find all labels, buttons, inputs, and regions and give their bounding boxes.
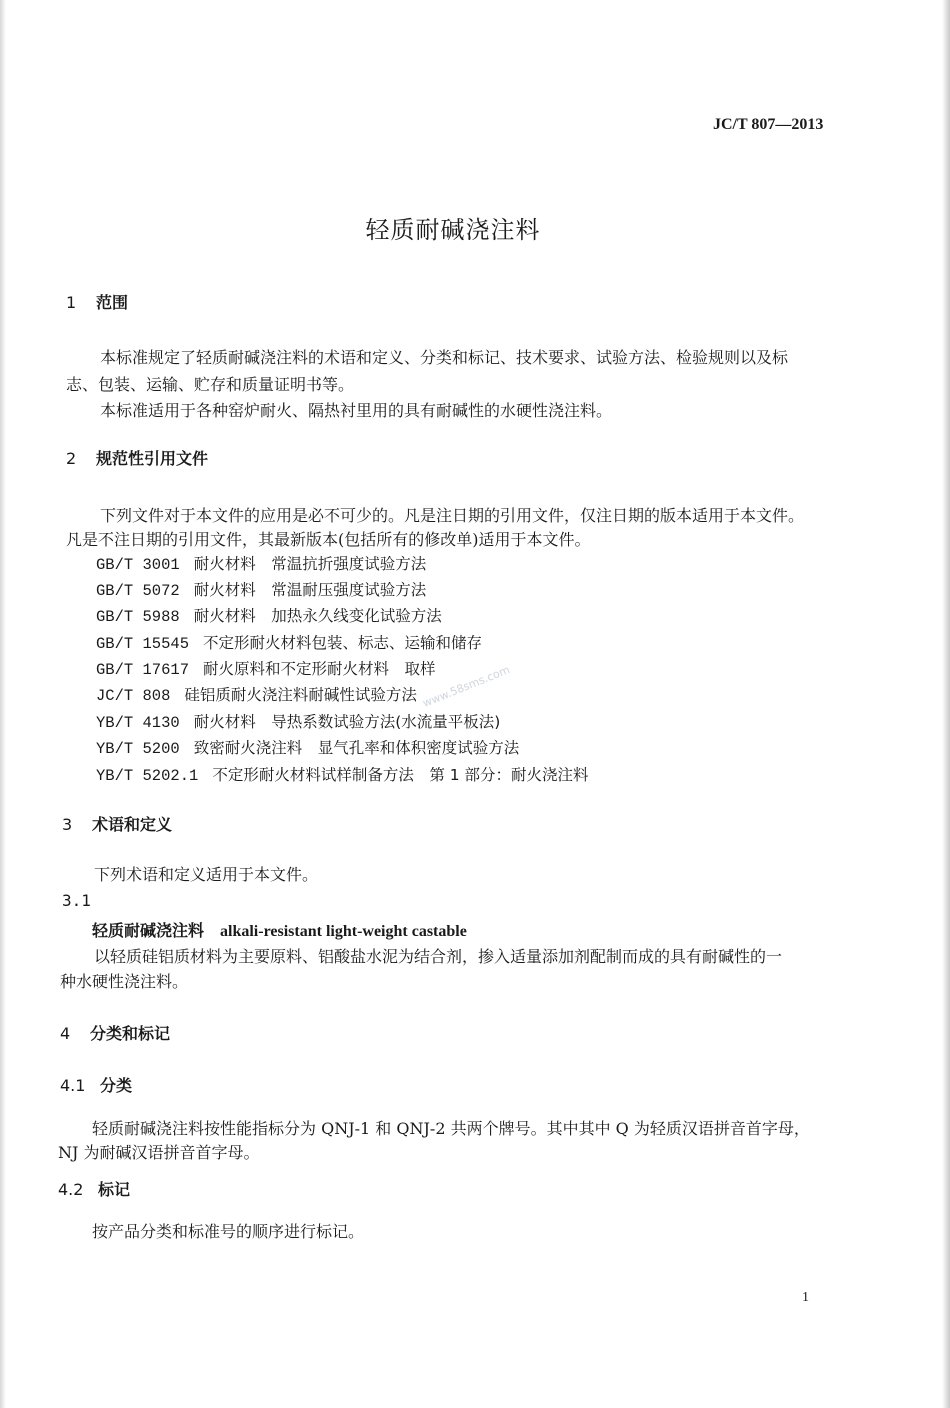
reference-title: 不定形耐火材料包装、标志、运输和储存 <box>203 634 483 652</box>
s2-intro-line-2: 凡是不注日期的引用文件，其最新版本(包括所有的修改单)适用于本文件。 <box>66 530 591 549</box>
s1-paragraph-1-line-1: 本标准规定了轻质耐碱浇注料的术语和定义、分类和标记、技术要求、试验方法、检验规则以及标 <box>100 348 789 367</box>
section-number: 2 <box>66 449 77 468</box>
s1-paragraph-2: 本标准适用于各种窑炉耐火、隔热衬里用的具有耐碱性的水硬性浇注料。 <box>100 401 613 420</box>
section-title: 术语和定义 <box>92 815 173 834</box>
section-number: 4 <box>60 1024 71 1043</box>
reference-item <box>96 631 482 653</box>
reference-item <box>96 578 426 600</box>
term-definition-line-2: 种水硬性浇注料。 <box>60 972 189 991</box>
reference-code: GB/T 15545 <box>96 635 190 653</box>
section-1-heading <box>66 290 128 313</box>
section-4-heading <box>60 1021 170 1044</box>
subsection-number: 4.1 <box>60 1076 86 1095</box>
term-chinese: 轻质耐碱浇注料 <box>92 921 205 940</box>
reference-title: 致密耐火浇注料 显气孔率和体积密度试验方法 <box>193 739 520 757</box>
subsection-number: 4.2 <box>58 1180 84 1199</box>
reference-title: 耐火材料 加热永久线变化试验方法 <box>193 607 442 625</box>
document-title: 轻质耐碱浇注料 <box>365 216 541 244</box>
reference-title: 耐火材料 导热系数试验方法(水流量平板法) <box>193 713 501 731</box>
s3-intro: 下列术语和定义适用于本文件。 <box>94 865 319 884</box>
reference-code: YB/T 5202.1 <box>96 767 199 785</box>
section-title: 分类和标记 <box>90 1024 171 1043</box>
subsection-title: 标记 <box>98 1180 131 1199</box>
term-english: alkali-resistant light-weight castable <box>220 923 467 940</box>
scan-edge-right <box>942 0 950 1408</box>
reference-item <box>96 710 500 732</box>
term-definition-line-1: 以轻质硅铝质材料为主要原料、铝酸盐水泥为结合剂，掺入适量添加剂配制而成的具有耐碱性的一 <box>94 947 783 966</box>
section-title: 规范性引用文件 <box>96 449 209 468</box>
reference-title: 不定形耐火材料试样制备方法 第 1 部分：耐火浇注料 <box>212 766 589 784</box>
section-number: 1 <box>66 293 77 312</box>
reference-code: GB/T 5072 <box>96 582 180 600</box>
s1-paragraph-1-line-2: 志、包装、运输、贮存和质量证明书等。 <box>66 375 355 394</box>
reference-item <box>96 657 436 679</box>
reference-code: GB/T 5988 <box>96 608 180 626</box>
section-3-heading <box>62 812 172 835</box>
s2-intro-line-1: 下列文件对于本文件的应用是必不可少的。凡是注日期的引用文件，仅注日期的版本适用于本文件。 <box>100 506 805 525</box>
reference-title: 耐火原料和不定形耐火材料 取样 <box>203 660 436 678</box>
reference-item <box>96 763 589 785</box>
standard-number: JC/T 807—2013 <box>713 116 824 133</box>
section-2-heading <box>66 446 208 469</box>
section-number: 3 <box>62 815 73 834</box>
s42-text: 按产品分类和标准号的顺序进行标记。 <box>92 1222 365 1241</box>
reference-title: 硅铝质耐火浇注料耐碱性试验方法 <box>184 686 417 704</box>
subsection-title: 分类 <box>100 1076 133 1095</box>
s41-text-line-1: 轻质耐碱浇注料按性能指标分为 QNJ-1 和 QNJ-2 共两个牌号。其中其中 Q 为轻质汉语拼音首字母， <box>92 1119 810 1138</box>
reference-code: GB/T 17617 <box>96 661 190 679</box>
section-title: 范围 <box>96 293 129 312</box>
reference-code: GB/T 3001 <box>96 556 180 574</box>
page-number: 1 <box>802 1290 809 1305</box>
reference-item <box>96 683 417 705</box>
reference-code: JC/T 808 <box>96 687 171 705</box>
subsection-4-1-heading <box>60 1073 132 1096</box>
reference-item <box>96 604 442 626</box>
reference-code: YB/T 4130 <box>96 714 180 732</box>
reference-code: YB/T 5200 <box>96 740 180 758</box>
subsection-4-2-heading <box>58 1177 130 1200</box>
s41-text-line-2: NJ 为耐碱汉语拼音首字母。 <box>58 1143 260 1162</box>
reference-title: 耐火材料 常温耐压强度试验方法 <box>193 581 427 599</box>
reference-title: 耐火材料 常温抗折强度试验方法 <box>193 555 427 573</box>
reference-item <box>96 736 519 758</box>
reference-item <box>96 552 426 574</box>
subsection-3-1-number: 3.1 <box>62 891 91 910</box>
term-entry <box>92 918 467 941</box>
watermark: www.58sms.com <box>420 663 512 710</box>
